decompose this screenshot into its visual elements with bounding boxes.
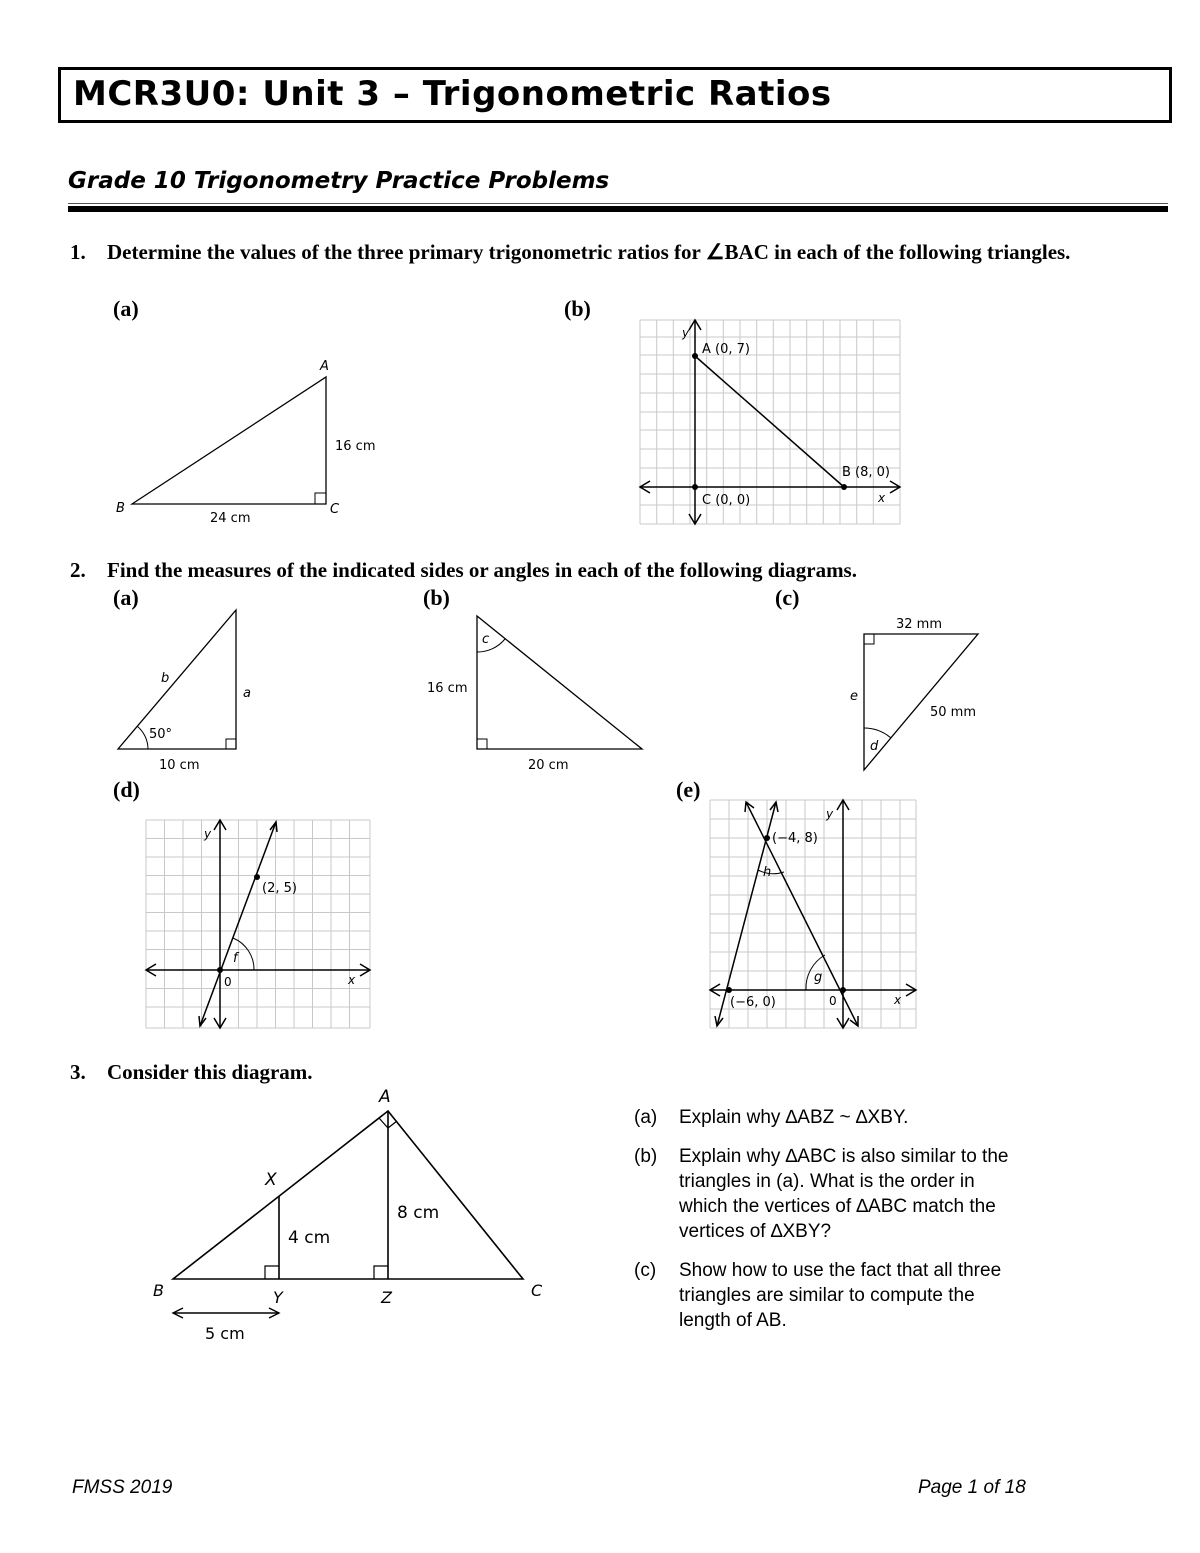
section-rule-thick [68,206,1168,212]
section-subtitle: Grade 10 Trigonometry Practice Problems [68,168,610,194]
q2d-axis-x-label: x [348,973,356,987]
q2e-point-left-dot [726,987,732,993]
q3-triangle-abc [173,1111,523,1279]
q2e-angle-h: h [763,865,772,880]
q2c-label: (c) [775,585,800,610]
q3-label-z: Z [381,1288,392,1307]
q2c-diagram [840,610,1000,780]
q1a-vertex-b: B [116,501,125,516]
q2d-angle-f: f [233,951,238,966]
q1b-point-a-label: A (0, 7) [702,342,750,357]
q2b-label: (b) [423,585,450,610]
title-box [58,67,1172,123]
q2c-right-angle-mark [864,634,874,644]
q3-part-c [634,1258,1034,1338]
q1b-diagram [638,318,902,528]
q2-number: 2. [70,558,86,582]
q2a-label: (a) [113,585,139,610]
q3-length-az: 8 cm [397,1203,440,1223]
q2d-grid [146,820,370,1028]
section-rule-thin [68,203,1168,204]
q2c-angle-arc [864,728,891,738]
q1a-side-bc: 24 cm [210,511,251,526]
q3-part-c-label: (c) [634,1260,657,1281]
q2e-diagram [708,798,920,1030]
q2e-point-top-label: (−4, 8) [772,831,818,846]
q2b-base: 20 cm [528,758,569,773]
q2c-top: 32 mm [896,617,943,632]
q2d-origin-dot [217,967,223,973]
q2d-axis-y-label: y [204,827,212,841]
q2b-diagram [420,600,660,780]
q3-label-c: C [531,1281,543,1300]
q3-part-a-text: Explain why ∆ABZ ~ ∆XBY. [679,1107,909,1128]
q1b-point-c-label: C (0, 0) [702,493,751,508]
q2a-angle: 50° [149,727,173,742]
q2b-side-left: 16 cm [427,681,468,696]
q2a-triangle [118,610,236,749]
q2a-angle-arc [137,726,148,749]
q2e-label: (e) [676,777,701,802]
q2a-right-angle-mark [226,739,236,749]
q2b-angle-c: c [482,632,490,647]
q3-label-y: Y [273,1288,283,1307]
q3-part-b-label: (b) [634,1146,658,1167]
q3-part-c-text: Show how to use the fact that all three triangles are similar to compute the length of AB. [679,1260,1002,1331]
q3-part-b-text: Explain why ∆ABC is also similar to the triangles in (a). What is the order in which the vertices of ∆ABC match the vertices of ∆XBY? [679,1146,1009,1242]
q3-diagram [145,1080,565,1350]
q1b-axis-y-label: y [682,326,690,340]
q2e-angle-g: g [814,970,823,985]
q2d-point-label: (2, 5) [262,881,297,896]
q2c-angle-d: d [870,739,879,754]
q1a-diagram [100,350,400,530]
q1b-point-a-dot [692,353,698,359]
q1b-axis-x-label: x [878,491,886,505]
footer-school: FMSS 2019 [72,1477,173,1498]
q1a-triangle [132,377,326,504]
q1a-right-angle-mark [315,493,326,504]
q2d-label: (d) [113,777,140,802]
footer-page-number: Page 1 of 18 [918,1477,1026,1498]
q1b-point-b-label: B (8, 0) [842,465,891,480]
q1a-side-ac: 16 cm [335,439,376,454]
q1b-label: (b) [564,296,591,321]
q2e-axis-x-label: x [894,993,902,1007]
q1b-point-b-dot [841,484,847,490]
q2c-hyp: 50 mm [930,705,977,720]
q2a-side-a: a [243,686,251,701]
q2e-axis-y-label: y [826,807,834,821]
q2a-side-b: b [161,671,170,686]
q3-right-angle-y [265,1266,279,1279]
q3-length-by: 5 cm [205,1324,245,1343]
q2d-point-dot [254,874,260,880]
q3-right-angle-z [374,1266,388,1279]
q2e-origin-dot [840,987,846,993]
q3-part-b [634,1144,1034,1254]
q2a-base: 10 cm [159,758,200,773]
q2b-triangle [477,616,642,749]
q3-number: 3. [70,1060,86,1084]
q3-length-xy: 4 cm [288,1228,331,1248]
q1a-label: (a) [113,296,139,321]
q1a-vertex-c: C [330,502,340,517]
q1b-segment-ab [695,356,844,487]
q2e-point-top-dot [764,835,770,841]
q1b-point-c-dot [692,484,698,490]
q2a-diagram [105,600,285,780]
q3-part-a [634,1105,1034,1135]
q3-label-x: X [265,1170,277,1190]
page-title: MCR3U0: Unit 3 – Trigonometric Ratios [73,74,832,114]
q1a-vertex-a: A [320,359,329,374]
q2d-origin: 0 [224,975,232,989]
q3-text: Consider this diagram. [107,1060,313,1084]
q3-label-b: B [153,1281,164,1300]
q1-number: 1. [70,240,86,264]
q2e-point-left-label: (−6, 0) [730,995,776,1010]
q2c-side-e: e [850,689,858,704]
q3-label-a: A [379,1087,391,1107]
q1-text: Determine the values of the three primary trigonometric ratios for ∠BAC in each of the following triangles. [107,240,1071,264]
q2b-right-angle-mark [477,739,487,749]
q2-text: Find the measures of the indicated sides or angles in each of the following diagrams. [107,558,857,582]
q2e-origin: 0 [829,994,837,1008]
q3-part-a-label: (a) [634,1107,658,1128]
q2d-diagram [144,818,372,1030]
q2c-triangle [864,634,978,770]
